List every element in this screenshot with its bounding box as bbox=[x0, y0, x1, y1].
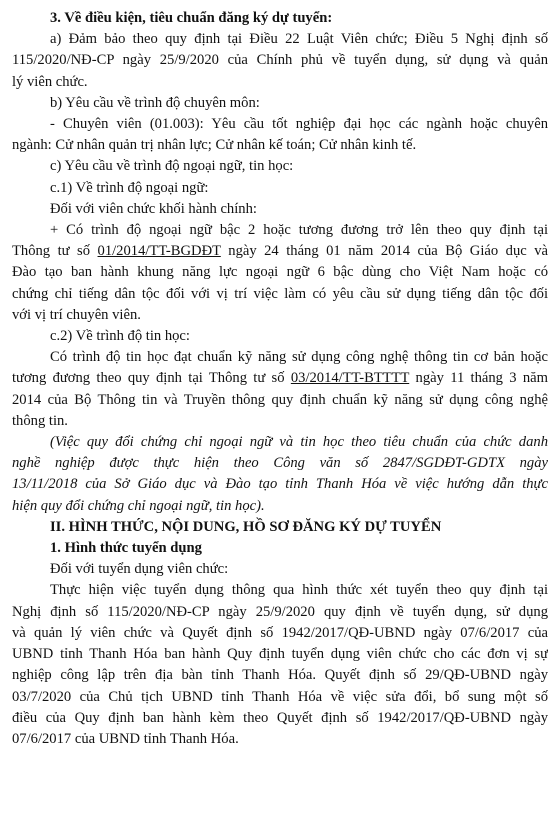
text-line: nghề nghiệp được thực hiện theo Công văn số 2847/SGDĐT-GDTX ngày bbox=[12, 455, 548, 472]
text-line: a) Đảm bảo theo quy định tại Điều 22 Luật Viên chức; Điều 5 Nghị định số bbox=[50, 31, 548, 48]
text-line: nghiệp công lập trên địa bàn tỉnh Thanh Hóa. Quyết định số 29/QĐ-UBND ngày bbox=[12, 667, 548, 684]
text-line: và quản lý viên chức và Quyết định số 1942/2017/QĐ-UBND ngày 07/6/2017 của bbox=[12, 624, 548, 641]
text-line: Có trình độ tin học đạt chuẩn kỹ năng sử dụng công nghệ thông tin cơ bản hoặc bbox=[50, 349, 548, 366]
text-line: 2014 của Bộ Thông tin và Truyền thông quy định chuẩn kỹ năng sử dụng công nghệ bbox=[12, 391, 548, 408]
text-line: 03/7/2020 của Chủ tịch UBND tỉnh Thanh Hóa về việc sửa đổi, bổ sung một số bbox=[12, 688, 548, 705]
text-line: Thực hiện việc tuyển dụng thông qua hình thức xét tuyển theo quy định tại bbox=[50, 582, 548, 599]
text-line: Đối với viên chức khối hành chính: bbox=[50, 200, 257, 217]
text-line: Nghị định số 115/2020/NĐ-CP ngày 25/9/2020 quy định về tuyển dụng, sử dụng bbox=[12, 603, 548, 620]
section-heading: 3. Về điều kiện, tiêu chuẩn đăng ký dự tuyển: bbox=[50, 10, 333, 26]
text-line: c.1) Về trình độ ngoại ngữ: bbox=[50, 179, 209, 196]
text-line: thông tin. bbox=[12, 412, 68, 429]
text-line: b) Yêu cầu về trình độ chuyên môn: bbox=[50, 94, 260, 111]
text-line: 07/6/2017 của UBND tỉnh Thanh Hóa. bbox=[12, 730, 239, 747]
text-line: Đào tạo ban hành khung năng lực ngoại ngữ 6 bậc dùng cho Việt Nam hoặc có bbox=[12, 264, 548, 281]
text-line: ngành: Cử nhân quản trị nhân lực; Cử nhân kế toán; Cử nhân kinh tế. bbox=[12, 137, 417, 154]
text-line: (Việc quy đổi chứng chỉ ngoại ngữ và tin học theo tiêu chuẩn của chức danh bbox=[50, 434, 548, 451]
section-heading: II. HÌNH THỨC, NỘI DUNG, HỒ SƠ ĐĂNG KÝ DỰ TUYỂN bbox=[50, 518, 442, 535]
text-line: c.2) Về trình độ tin học: bbox=[50, 328, 190, 345]
section-heading: 1. Hình thức tuyển dụng bbox=[50, 540, 202, 557]
text-line: + Có trình độ ngoại ngữ bậc 2 hoặc tương đương trở lên theo quy định tại bbox=[50, 222, 548, 239]
text-line: 115/2020/NĐ-CP ngày 25/9/2020 của Chính phủ về tuyển dụng, sử dụng và quản bbox=[12, 52, 548, 69]
line-prefix: Thông tư số bbox=[12, 243, 98, 260]
text-line: điều của Quy định ban hành kèm theo Quyết định số 1942/2017/QĐ-UBND ngày bbox=[12, 709, 548, 726]
text-line bbox=[12, 368, 548, 389]
text-line: c) Yêu cầu về trình độ ngoại ngữ, tin học: bbox=[50, 158, 294, 175]
text-line: chứng chỉ tiếng dân tộc đối với vị trí việc làm có yêu cầu sử dụng tiếng dân tộc đối bbox=[12, 285, 548, 302]
document-reference: 01/2014/TT-BGDĐT bbox=[97, 243, 221, 260]
text-line: Đối với tuyển dụng viên chức: bbox=[50, 561, 229, 578]
line-suffix: ngày 11 tháng 3 năm bbox=[409, 370, 548, 387]
line-suffix: ngày 24 tháng 01 năm 2014 của Bộ Giáo dục và bbox=[220, 243, 548, 260]
text-line: lý viên chức. bbox=[12, 73, 88, 90]
text-line: UBND tỉnh Thanh Hóa ban hành Quy định tuyển dụng viên chức cho các đơn vị sự bbox=[12, 646, 548, 663]
document-reference: 03/2014/TT-BTTTT bbox=[290, 370, 410, 387]
line-prefix: tương đương theo quy định tại Thông tư số bbox=[12, 370, 291, 387]
text-line: - Chuyên viên (01.003): Yêu cầu tốt nghiệp đại học các ngành hoặc chuyên bbox=[50, 116, 548, 133]
text-line: với vị trí chuyên viên. bbox=[12, 306, 141, 323]
text-line: hiện quy đổi chứng chỉ ngoại ngữ, tin học). bbox=[12, 497, 265, 514]
text-line: 13/11/2018 của Sở Giáo dục và Đào tạo tỉnh Thanh Hóa về việc hướng dẫn thực bbox=[12, 476, 548, 493]
text-line bbox=[12, 241, 548, 262]
